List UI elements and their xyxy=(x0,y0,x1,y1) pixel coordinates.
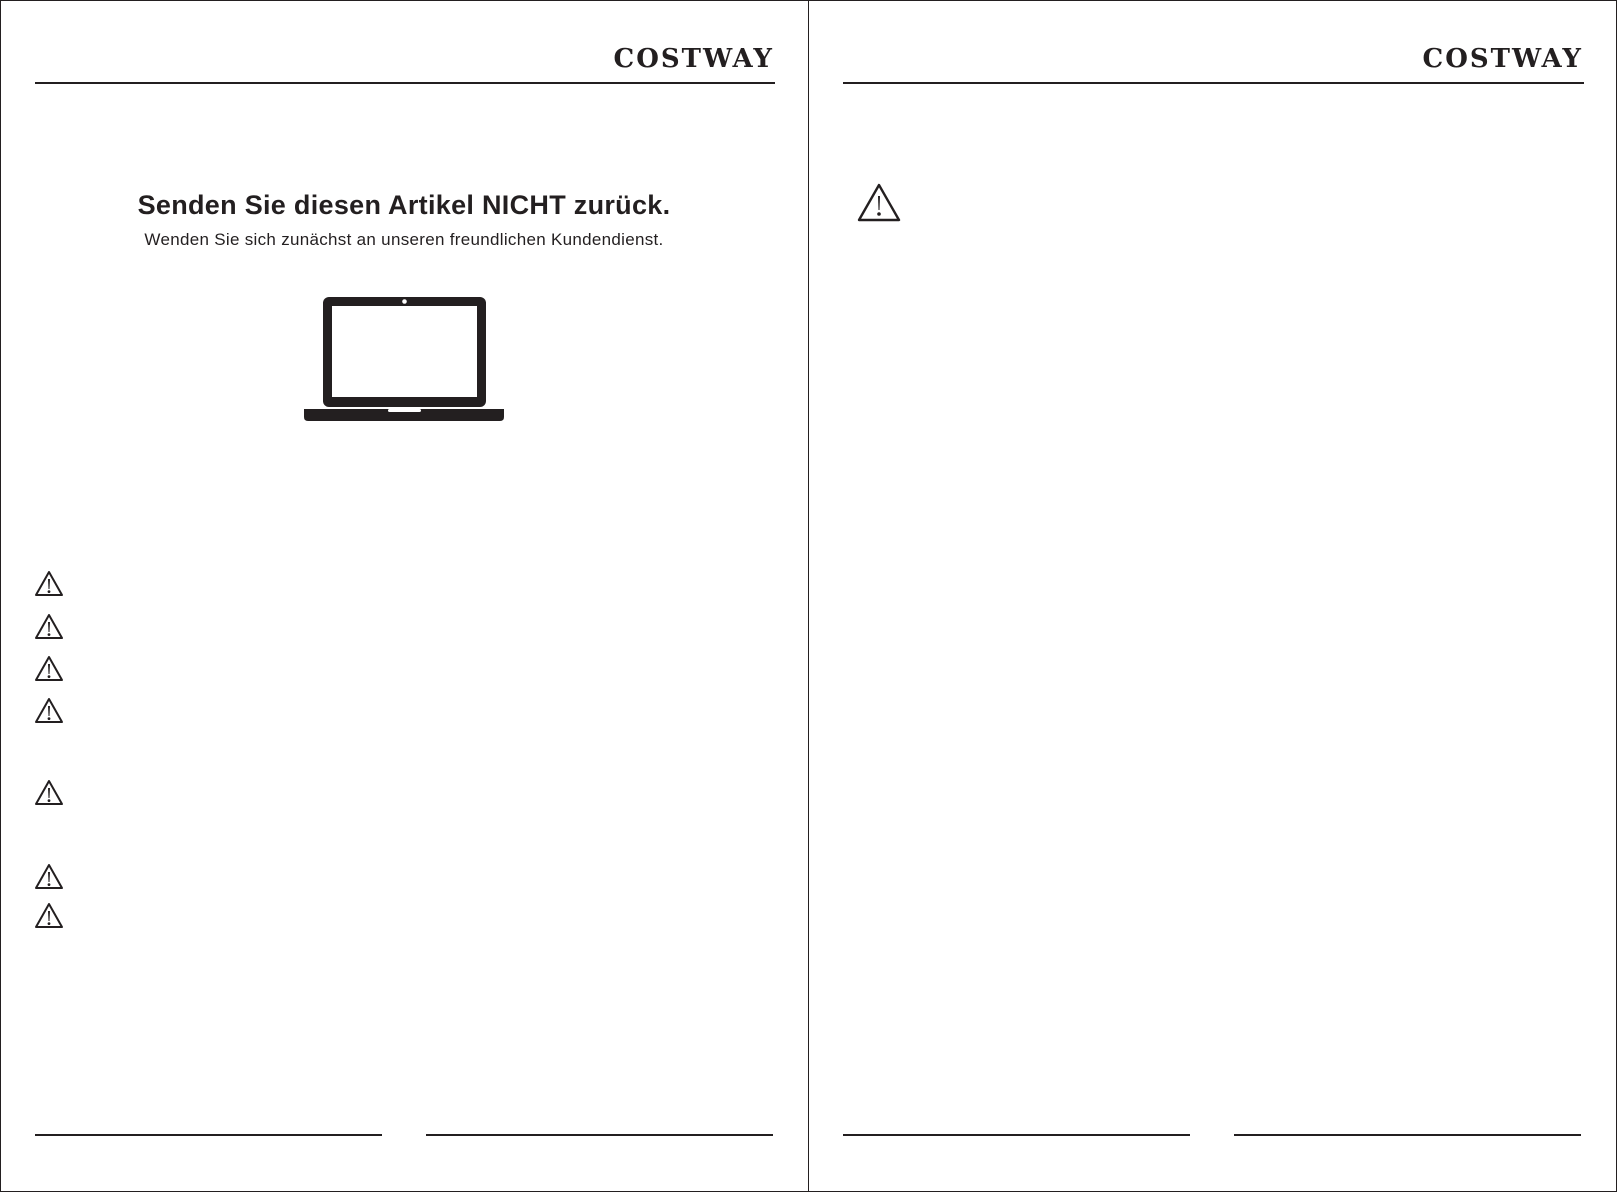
page-right xyxy=(808,0,1617,1192)
page-left xyxy=(0,0,808,1192)
warning-triangle-icon xyxy=(34,779,64,807)
header-rule xyxy=(843,82,1584,84)
header-rule xyxy=(35,82,775,84)
costway-logo: COSTWAY xyxy=(613,44,774,74)
warning-triangle-icon xyxy=(34,613,64,641)
costway-logo: COSTWAY xyxy=(1422,44,1583,74)
warning-triangle-icon xyxy=(34,655,64,683)
warning-triangle-icon xyxy=(34,697,64,725)
footer-rule-left xyxy=(35,1134,382,1136)
warning-triangle-icon xyxy=(857,183,901,223)
footer-rule-right xyxy=(1234,1134,1581,1136)
warning-triangle-icon xyxy=(34,570,64,598)
page-title: Senden Sie diesen Artikel NICHT zurück. xyxy=(137,190,671,220)
page-subtitle: Wenden Sie sich zunächst an unseren freundlichen Kundendienst. xyxy=(144,230,664,249)
warning-triangle-icon xyxy=(34,863,64,891)
footer-rule-right xyxy=(426,1134,773,1136)
warning-triangle-icon xyxy=(34,902,64,930)
laptop-icon xyxy=(302,295,506,423)
footer-rule-left xyxy=(843,1134,1190,1136)
